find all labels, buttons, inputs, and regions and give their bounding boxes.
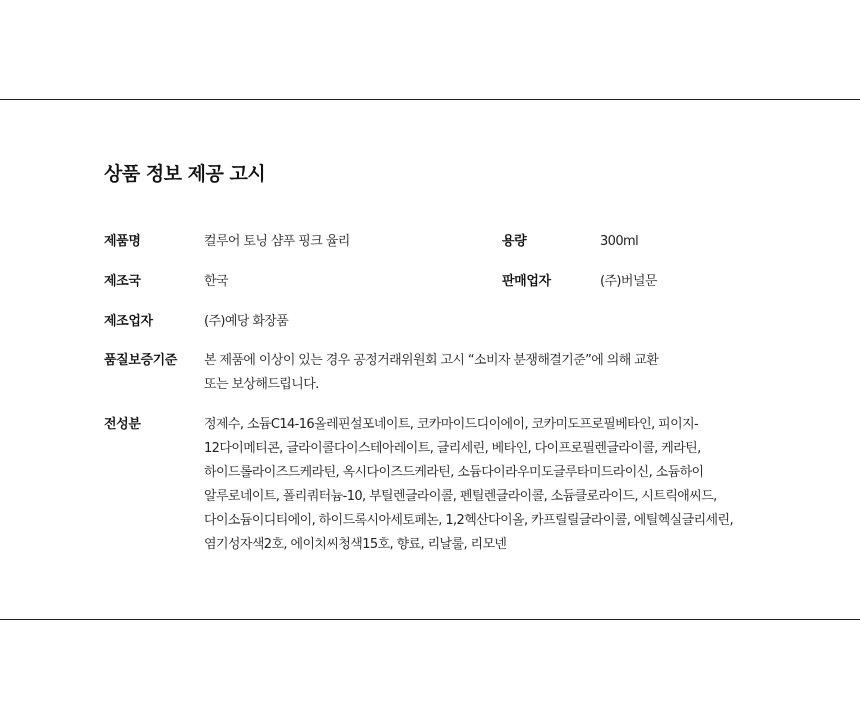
manufacturer-value: (주)예당 화장품	[204, 314, 289, 329]
ingredients-line: 알루로네이트, 폴리쿼터늄-10, 부틸렌글라이콜, 펜틸렌글라이콜, 소듐클로라이드, 시트릭애씨드,	[204, 489, 717, 504]
ingredients-line: 정제수, 소듐C14-16올레핀설포네이트, 코카마이드디이에이, 코카미도프로필베타인, 피이지-	[204, 417, 699, 432]
ingredients-line: 다이소듐이디티에이, 하이드록시아세토페논, 1,2헥산다이올, 카프릴릴글라이콜, 에틸헥실글리세린,	[204, 513, 733, 528]
seller-label: 판매업자	[502, 274, 551, 289]
ingredients-label: 전성분	[104, 417, 141, 432]
ingredients-line: 하이드롤라이즈드케라틴, 옥시다이즈드케라틴, 소듐다이라우미도글루타미드라이신, 소듐하이	[204, 465, 704, 480]
ingredients-line: 염기성자색2호, 에이치씨청색15호, 향료, 리날룰, 리모넨	[204, 537, 507, 552]
quality-line: 또는 보상해드립니다.	[204, 377, 319, 392]
ingredients-line: 12다이메티콘, 글라이콜다이스테아레이트, 글리세린, 베타인, 다이프로필렌글라이콜, 케라틴,	[204, 441, 701, 456]
quality-value	[204, 349, 749, 397]
product-name-value: 컬루어 토닝 샴푸 핑크 율리	[204, 234, 350, 249]
quality-line: 본 제품에 이상이 있는 경우 공정거래위원회 고시 “소비자 분쟁해결기준”에 의해 교환	[204, 353, 659, 368]
section-title: 상품 정보 제공 고시	[104, 163, 266, 185]
seller-value: (주)버널문	[600, 274, 657, 289]
ingredients-value	[204, 413, 749, 557]
top-divider	[0, 99, 860, 100]
product-name-label: 제품명	[104, 234, 141, 249]
quality-label: 품질보증기준	[104, 353, 177, 368]
country-value: 한국	[204, 274, 228, 289]
bottom-divider	[0, 619, 860, 620]
volume-label: 용량	[502, 234, 527, 249]
volume-value: 300ml	[600, 234, 639, 249]
manufacturer-label: 제조업자	[104, 314, 153, 329]
country-label: 제조국	[104, 274, 141, 289]
